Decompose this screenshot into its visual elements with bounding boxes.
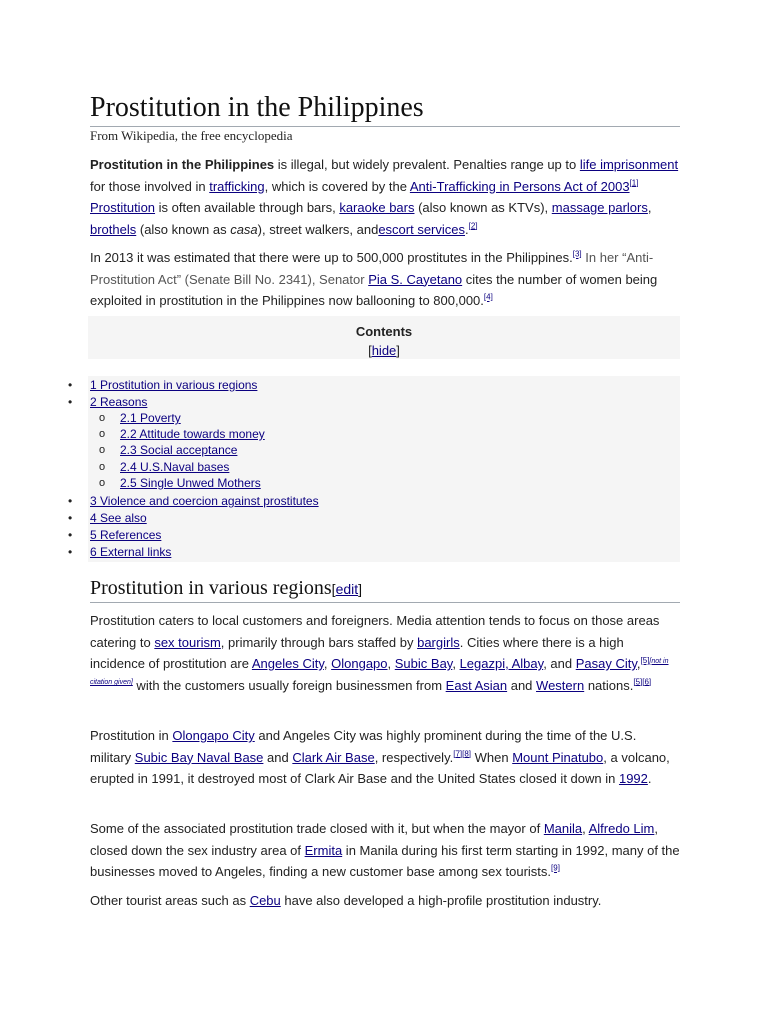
link-pia-cayetano[interactable]: Pia S. Cayetano [368, 271, 463, 287]
citation-7-8[interactable]: [7][8] [453, 749, 472, 759]
link-ermita[interactable]: Ermita [304, 842, 343, 858]
page-title: Prostitution in the Philippines [90, 88, 680, 127]
link-pasay-city[interactable]: Pasay City [575, 656, 637, 671]
toc-hide-toggle [88, 343, 680, 358]
toc-link-4[interactable]: 4 See also [90, 511, 147, 525]
toc-link-2-3[interactable]: 2.3 Social acceptance [120, 443, 238, 457]
citation [630, 178, 639, 187]
toc-item[interactable] [99, 475, 261, 491]
text: (also known as [136, 221, 231, 237]
section-heading-text: Prostitution in various regions [90, 577, 332, 599]
citation-5[interactable]: [5] [640, 655, 650, 665]
toc-item[interactable] [68, 377, 258, 393]
citation [573, 250, 582, 259]
toc-item[interactable] [99, 410, 181, 426]
bracket: ] [396, 343, 400, 358]
section-paragraph-1 [90, 610, 680, 696]
toc-link-2-4[interactable]: 2.4 U.S.Naval bases [120, 460, 230, 474]
text: In her “Anti-Prostitution Act” (Senate Bill No. 2341), Senator [90, 250, 654, 287]
bracket: [ [331, 581, 336, 597]
text: have also developed a high-profile prostitution industry. [280, 893, 602, 908]
intro-paragraph-2 [90, 247, 680, 312]
bracket: ] [358, 581, 363, 597]
link-legazpi-albay[interactable]: Legazpi, Albay [459, 656, 544, 671]
link-life-imprisonment[interactable]: life imprisonment [579, 157, 679, 172]
toc-link-3[interactable]: 3 Violence and coercion against prostitutes [90, 494, 319, 508]
link-olongapo-city[interactable]: Olongapo City [172, 728, 255, 743]
link-sex-tourism[interactable]: sex tourism [154, 634, 221, 650]
toc-link-1[interactable]: 1 Prostitution in various regions [90, 378, 258, 392]
bullet: • [68, 494, 73, 508]
link-massage-parlors[interactable]: massage parlors [551, 200, 648, 215]
link-prostitution[interactable]: Prostitution [90, 200, 156, 215]
text: Some of the associated prostitution trade closed with it, but when the mayor of [90, 821, 544, 836]
toc-link-2-2[interactable]: 2.2 Attitude towards money [120, 427, 265, 441]
intro-paragraph-1 [90, 154, 680, 240]
text: , which is covered by the [264, 178, 410, 194]
toc-link-2-1[interactable]: 2.1 Poverty [120, 411, 181, 425]
bullet: • [68, 511, 73, 525]
section-paragraph-3 [90, 818, 680, 883]
sub-bullet: o [99, 412, 106, 424]
casa-italic: casa [230, 221, 258, 237]
text: in Manila during his first term starting in 1992, many of the businesses moved to Angeles, finding a new customer base among sex tourists. [90, 842, 680, 879]
citation [453, 749, 471, 758]
link-east-asian[interactable]: East Asian [445, 677, 508, 693]
text: . [647, 771, 652, 786]
link-subic-bay[interactable]: Subic Bay [394, 656, 453, 671]
bullet: • [68, 378, 73, 392]
text: . [465, 221, 469, 237]
text: and Angeles City was highly prominent during the time of the U.S. military [90, 728, 637, 765]
edit-link[interactable]: edit [335, 581, 359, 597]
link-manila[interactable]: Manila [543, 821, 583, 836]
toc-list [68, 376, 680, 562]
text: , [323, 656, 332, 671]
text: ), street walkers, and [257, 221, 379, 237]
citation-needed-note[interactable]: [not in citation given] [90, 657, 669, 687]
link-olongapo[interactable]: Olongapo [331, 656, 388, 671]
link-anti-trafficking-act[interactable]: Anti-Trafficking in Persons Act of 2003 [409, 178, 630, 194]
citation-9[interactable]: [9] [551, 863, 560, 873]
page-subtitle: From Wikipedia, the free encyclopedia [90, 128, 293, 143]
toc-item[interactable] [68, 394, 148, 410]
link-1992[interactable]: 1992 [618, 771, 648, 786]
lead-bold: Prostitution in the Philippines [90, 157, 275, 172]
toc-link-2-5[interactable]: 2.5 Single Unwed Mothers [120, 476, 261, 490]
bracket: [ [368, 343, 372, 358]
section-paragraph-4 [90, 890, 680, 912]
citation-1[interactable]: [1] [629, 178, 639, 188]
link-western[interactable]: Western [536, 677, 585, 693]
link-clark-air-base[interactable]: Clark Air Base [292, 749, 375, 765]
citation [469, 221, 478, 230]
toc-title: Contents [355, 324, 413, 339]
text: When [471, 749, 513, 765]
bullet: • [68, 395, 73, 409]
text: cites the number of women being exploited in prostitution in the Philippines now ballooning to 800,000. [90, 271, 658, 308]
text: In 2013 it was estimated that there were up to 500,000 prostitutes in the Philippines. [90, 250, 573, 265]
toc-link-5[interactable]: 5 References [90, 528, 162, 542]
edit-section [332, 581, 362, 597]
text: is often available through bars, [155, 200, 340, 215]
text: Prostitution in [90, 728, 173, 743]
link-angeles-city[interactable]: Angeles City [251, 656, 324, 671]
toc-header [88, 316, 680, 359]
toc-hide-link[interactable]: hide [371, 343, 397, 358]
text: (also known as KTVs), [414, 200, 552, 215]
citation [484, 293, 493, 302]
toc-item[interactable] [99, 426, 265, 442]
toc-link-2[interactable]: 2 Reasons [90, 395, 148, 409]
text: with the customers usually foreign businessmen from [132, 677, 446, 693]
text: is illegal, but widely prevalent. Penalties range up to [274, 157, 580, 172]
link-subic-bay-naval-base[interactable]: Subic Bay Naval Base [134, 749, 264, 765]
sub-bullet: o [99, 461, 106, 473]
link-bargirls[interactable]: bargirls [417, 634, 460, 650]
section-paragraph-2 [90, 725, 680, 790]
sub-bullet: o [99, 444, 106, 456]
citation [551, 864, 560, 873]
text: Prostitution caters to local customers and foreigners. Media attention tends to focus on those areas catering to [90, 613, 660, 650]
text: nations. [584, 677, 634, 693]
sub-bullet: o [99, 477, 106, 489]
text: , primarily through bars staffed by [220, 634, 418, 650]
citation-2[interactable]: [2] [468, 221, 478, 231]
text: , a volcano, erupted in 1991, it destroyed most of Clark Air Base and the United States closed it down in [90, 749, 670, 786]
toc-item[interactable] [99, 459, 230, 475]
text: for those involved in [90, 178, 210, 194]
text: , and [543, 656, 576, 671]
toc-item[interactable] [99, 442, 238, 458]
toc-item[interactable] [68, 544, 172, 560]
toc-item[interactable] [68, 493, 319, 509]
citation-3[interactable]: [3] [572, 249, 582, 259]
citation [633, 677, 651, 686]
text: . Cities where there is a high incidence of prostitution are [90, 634, 624, 671]
text: , [582, 821, 589, 836]
link-mount-pinatubo[interactable]: Mount Pinatubo [512, 749, 604, 765]
link-karaoke-bars[interactable]: karaoke bars [339, 200, 415, 215]
toc-item[interactable] [68, 510, 147, 526]
text: , closed down the sex industry area of [90, 821, 658, 858]
citation-5-6[interactable]: [5][6] [633, 677, 652, 687]
section-heading [90, 574, 680, 603]
text: and [507, 677, 537, 693]
link-trafficking[interactable]: trafficking [209, 178, 265, 194]
text: Other tourist areas such as [90, 893, 250, 908]
toc-link-6[interactable]: 6 External links [90, 545, 172, 559]
citation-4[interactable]: [4] [483, 292, 493, 302]
sub-bullet: o [99, 428, 106, 440]
text: , [647, 200, 652, 215]
text: , respectively. [374, 749, 454, 765]
toc-item[interactable] [68, 527, 162, 543]
bullet: • [68, 528, 73, 542]
link-cebu[interactable]: Cebu [249, 893, 281, 908]
link-escort-services[interactable]: escort services [378, 221, 466, 237]
link-brothels[interactable]: brothels [90, 221, 137, 237]
text: , [452, 656, 460, 671]
link-alfredo-lim[interactable]: Alfredo Lim [588, 821, 655, 836]
text: , [387, 656, 395, 671]
bullet: • [68, 545, 73, 559]
text: and [263, 749, 293, 765]
text: , [636, 656, 641, 671]
